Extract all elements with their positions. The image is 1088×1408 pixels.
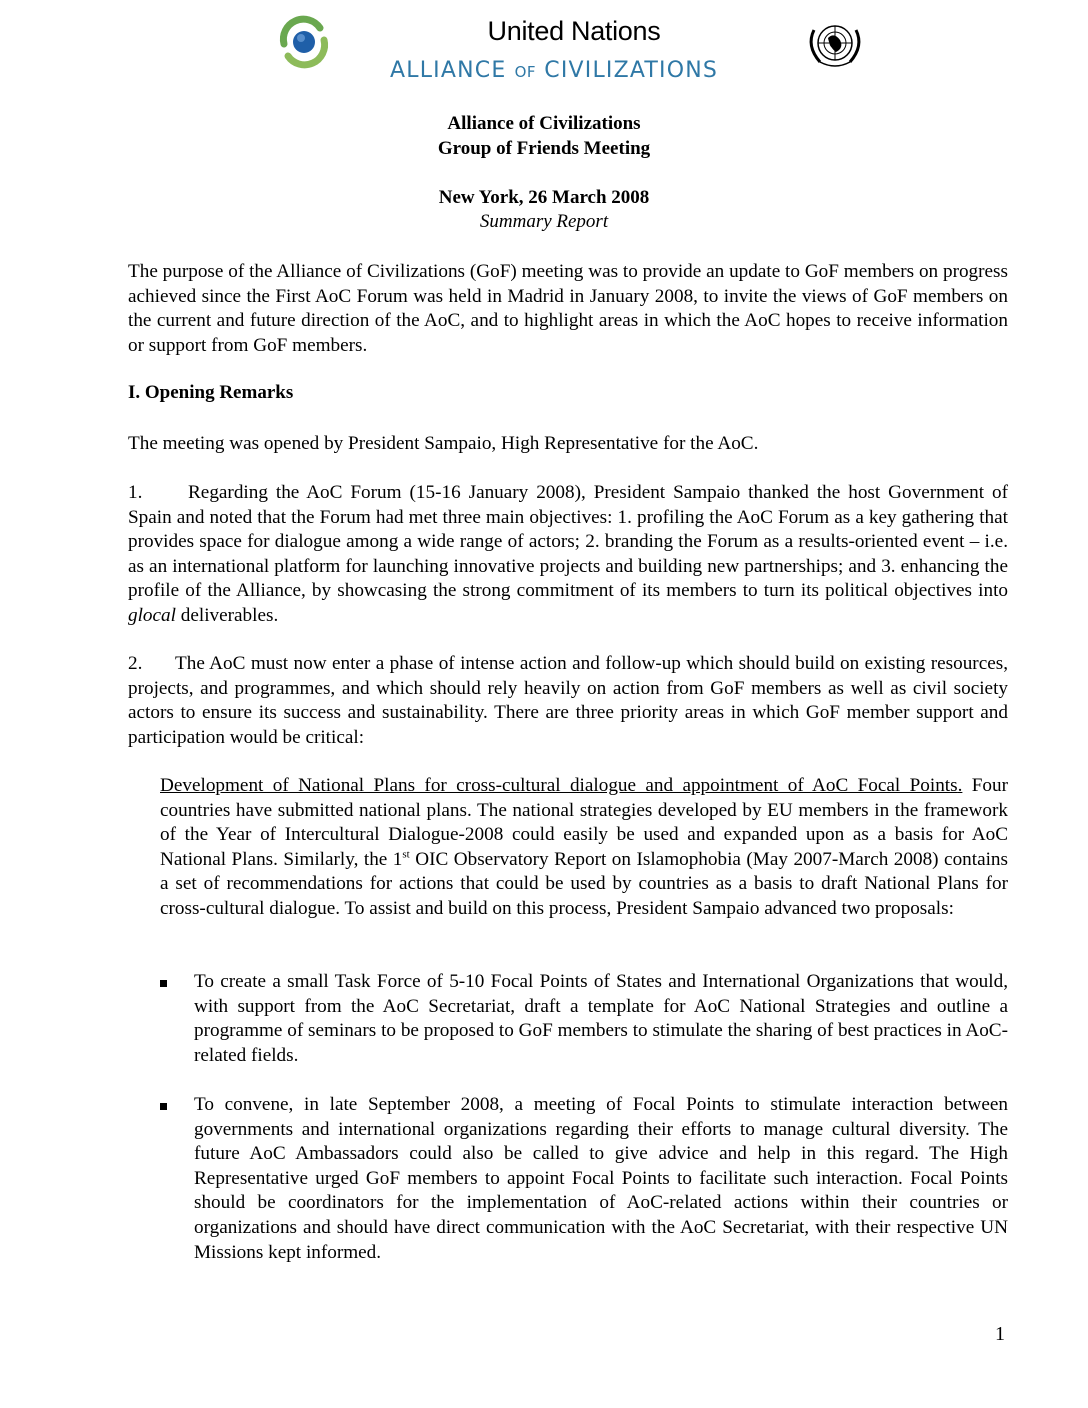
aoc-wordmark — [390, 58, 718, 83]
org-name — [0, 16, 1088, 47]
item-text-italic: glocal — [128, 604, 176, 626]
doc-place-date: New York, 26 March 2008 — [438, 187, 650, 208]
wordmark-part: OF — [514, 63, 537, 81]
item-number: 2. — [128, 653, 143, 674]
wordmark-part: ALLIANCE — [390, 58, 507, 83]
bullet-item: To convene, in late September 2008, a meeting of Focal Points to stimulate interaction between governments and international organizations regarding their efforts to manage cultural diversity. The future AoC Ambassadors could also be called to give advice and help in this regard. The High Representative urged GoF members to appoint Focal Points to facilitate such interaction. Focal Points should be coordinators for the implementation of AoC-related actions within their countries or organizations and should have direct communication with the AoC Secretariat, with their respective UN Missions kept informed. — [194, 1094, 1008, 1263]
priority-1-paragraph — [128, 774, 1008, 922]
priority-text: Four countries have submitted national plans. The national strategies developed by EU members in the framework of the Year of Intercultural Dialogue-2008 could easily be used and expanded upon as a basis for AoC National Plans. Similarly, the 1 — [160, 775, 1008, 870]
bullet-icon — [160, 980, 167, 987]
superscript: st — [402, 848, 410, 861]
item-number: 1. — [128, 482, 143, 503]
priority-title: Development of National Plans for cross-cultural dialogue and appointment of AoC Focal Points — [160, 775, 958, 796]
item-text: Regarding the AoC Forum (15-16 January 2008), President Sampaio thanked the host Government of Spain and noted that the Forum had met three main objectives: 1. profiling the AoC Forum as a key gathering that provides space for dialogue among a wide range of actors; 2. branding the Forum as a results-oriented event – i.e. as an international platform for launching innovative projects and building new partnerships; and 3. enhancing the profile of the Alliance, by showcasing the strong commitment of its members to turn its political objectives into — [128, 482, 1008, 602]
item-text: The AoC must now enter a phase of intense action and follow-up which should build on existing resources, projects, and programmes, and which should rely heavily on action from GoF members as well as civil society actors to ensure its success and sustainability. There are three priority areas in which GoF member support and participation would be critical: — [128, 653, 1008, 748]
section-heading: I. Opening Remarks — [128, 382, 294, 403]
item-2-paragraph — [128, 652, 1008, 750]
doc-title-line2: Group of Friends Meeting — [437, 138, 651, 159]
page-number: 1 — [995, 1323, 1005, 1345]
bullet-icon — [160, 1103, 167, 1110]
item-1-paragraph — [128, 481, 1008, 629]
intro-paragraph: The purpose of the Alliance of Civilizations (GoF) meeting was to provide an update to GoF members on progress achieved since the First AoC Forum was held in Madrid in January 2008, to invite the views of GoF members on the current and future direction of the AoC, and to highlight areas in which the AoC hopes to receive information or support from GoF members. — [128, 261, 1008, 356]
doc-title-line1: Alliance of Civilizations — [447, 113, 641, 134]
priority-text: OIC Observatory Report on Islamophobia (May 2007-March 2008) contains a set of recommendations for actions that could be used by countries as a basis to draft National Plans for cross-cultural dialogue. To assist and build on this process, President Sampaio advanced two proposals: — [160, 848, 1008, 919]
bullet-item: To create a small Task Force of 5-10 Focal Points of States and International Organizations that would, with support from the AoC Secretariat, draft a template for AoC National Strategies and outline a programme of seminars to be proposed to GoF members to stimulate the sharing of best practices in AoC-related fields. — [194, 971, 1008, 1066]
letterhead — [0, 0, 1088, 100]
opening-paragraph: The meeting was opened by President Sampaio, High Representative for the AoC. — [128, 433, 759, 454]
priority-title-end: . — [957, 775, 963, 796]
wordmark-part: CIVILIZATIONS — [544, 58, 719, 83]
item-text: deliverables. — [175, 604, 279, 626]
doc-subtitle: Summary Report — [479, 211, 609, 232]
org-name-text: United Nations — [487, 16, 661, 46]
un-emblem-icon — [800, 18, 870, 72]
